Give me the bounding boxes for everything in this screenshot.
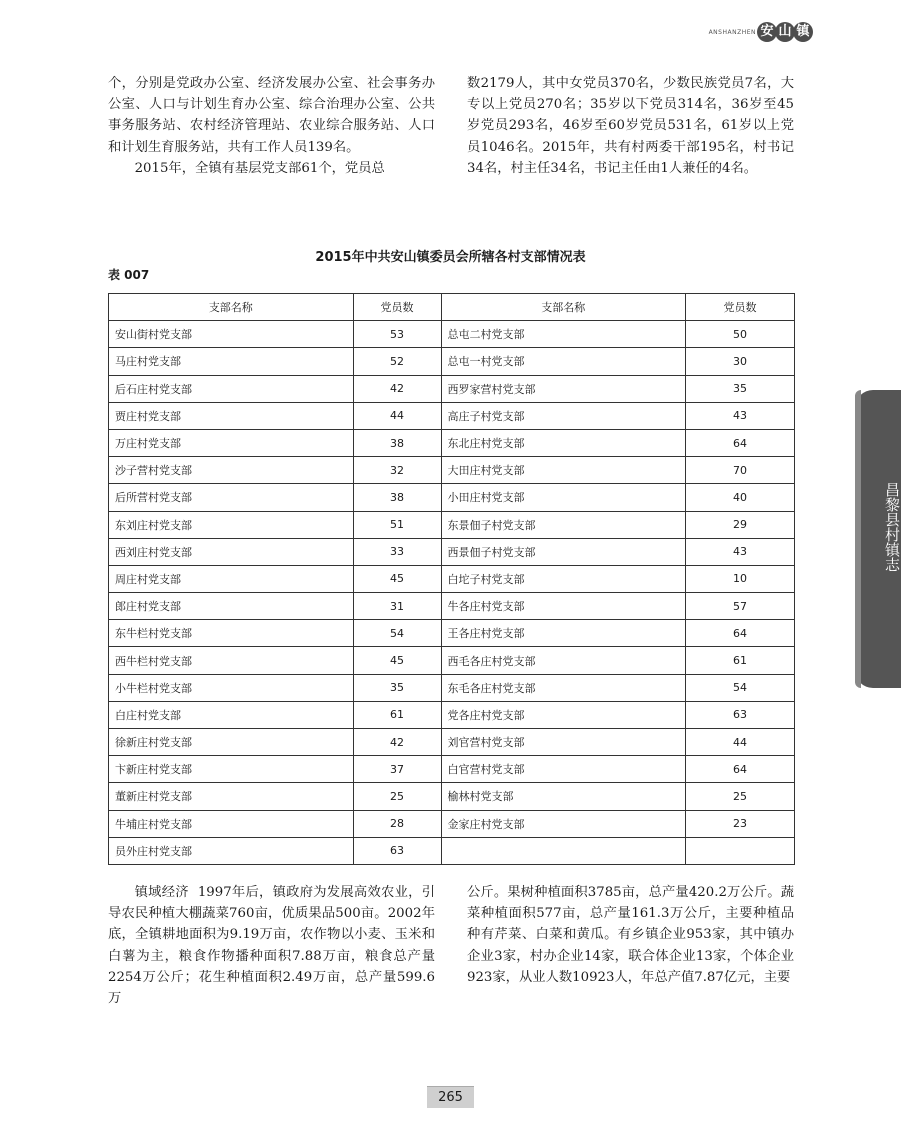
branch-name-cell: 西景佃子村党支部 (441, 538, 686, 565)
table-row (109, 538, 795, 565)
member-count-cell: 40 (686, 484, 795, 511)
branch-name-cell: 后所营村党支部 (109, 484, 354, 511)
column-header-member-count: 党员数 (353, 294, 441, 321)
member-count-cell: 45 (353, 647, 441, 674)
paragraph: 数2179人，其中女党员370名，少数民族党员7名，大专以上党员270名；35岁以下党员314名，36岁至45岁党员293名，46岁至60岁党员531名，61岁以上党员1046名。2015年，共有村两委干部195名，村书记34名，村主任34名，书记主任由1人兼任的4名。 (467, 76, 794, 176)
branch-name-cell: 金家庄村党支部 (441, 810, 686, 837)
member-count-cell: 25 (353, 783, 441, 810)
member-count-cell: 53 (353, 321, 441, 348)
page-header (709, 22, 813, 42)
member-count-cell: 51 (353, 511, 441, 538)
member-count-cell: 63 (353, 837, 441, 864)
branch-name-cell: 白庄村党支部 (109, 701, 354, 728)
member-count-cell: 64 (686, 429, 795, 456)
member-count-cell: 42 (353, 729, 441, 756)
paragraph (108, 882, 435, 1009)
member-count-cell: 42 (353, 375, 441, 402)
branch-name-cell: 榆林村党支部 (441, 783, 686, 810)
branch-name-cell: 周庄村党支部 (109, 565, 354, 592)
column-header-member-count: 党员数 (686, 294, 795, 321)
branch-name-cell: 东景佃子村党支部 (441, 511, 686, 538)
member-count-cell: 23 (686, 810, 795, 837)
table-row (109, 837, 795, 864)
member-count-cell: 43 (686, 402, 795, 429)
member-count-cell: 43 (686, 538, 795, 565)
branch-name-cell: 小田庄村党支部 (441, 484, 686, 511)
table-row (109, 810, 795, 837)
branch-name-cell: 小牛栏村党支部 (109, 674, 354, 701)
branch-name-cell: 牛埔庄村党支部 (109, 810, 354, 837)
section-keyword: 镇域经济 (134, 885, 189, 900)
table-row (109, 348, 795, 375)
branch-name-cell: 董新庄村党支部 (109, 783, 354, 810)
bottom-right-column (467, 882, 794, 1009)
table-row (109, 674, 795, 701)
member-count-cell: 33 (353, 538, 441, 565)
member-count-cell: 61 (353, 701, 441, 728)
table-row (109, 620, 795, 647)
branch-name-cell: 王各庄村党支部 (441, 620, 686, 647)
member-count-cell: 64 (686, 756, 795, 783)
top-left-column (108, 73, 435, 179)
table-row (109, 511, 795, 538)
column-header-branch-name: 支部名称 (441, 294, 686, 321)
branch-name-cell: 总屯二村党支部 (441, 321, 686, 348)
branch-name-cell: 贾庄村党支部 (109, 402, 354, 429)
member-count-cell: 28 (353, 810, 441, 837)
table-header-row (109, 294, 795, 321)
member-count-cell: 44 (686, 729, 795, 756)
table-row (109, 593, 795, 620)
branch-name-cell: 党各庄村党支部 (441, 701, 686, 728)
branch-name-cell: 万庄村党支部 (109, 429, 354, 456)
table-row (109, 565, 795, 592)
top-text-columns (108, 73, 794, 179)
branch-name-cell: 总屯一村党支部 (441, 348, 686, 375)
branch-name-cell: 东毛各庄村党支部 (441, 674, 686, 701)
branch-name-cell: 刘官营村党支部 (441, 729, 686, 756)
branch-name-cell: 高庄子村党支部 (441, 402, 686, 429)
member-count-cell: 32 (353, 457, 441, 484)
member-count-cell: 25 (686, 783, 795, 810)
table-row (109, 402, 795, 429)
branch-name-cell: 大田庄村党支部 (441, 457, 686, 484)
member-count-cell: 35 (353, 674, 441, 701)
table-row (109, 457, 795, 484)
branch-table (108, 293, 795, 865)
header-title-char: 安 (757, 22, 777, 42)
branch-name-cell: 东牛栏村党支部 (109, 620, 354, 647)
branch-name-cell: 安山街村党支部 (109, 321, 354, 348)
branch-name-cell (441, 837, 686, 864)
branch-name-cell: 卞新庄村党支部 (109, 756, 354, 783)
table-row (109, 756, 795, 783)
bottom-text-columns (108, 882, 794, 1009)
branch-name-cell: 马庄村党支部 (109, 348, 354, 375)
branch-name-cell: 郎庄村党支部 (109, 593, 354, 620)
table-row (109, 783, 795, 810)
member-count-cell: 10 (686, 565, 795, 592)
member-count-cell: 54 (353, 620, 441, 647)
branch-name-cell: 西牛栏村党支部 (109, 647, 354, 674)
table-label: 表 007 (108, 268, 150, 282)
member-count-cell: 45 (353, 565, 441, 592)
branch-name-cell: 后石庄村党支部 (109, 375, 354, 402)
branch-name-cell: 沙子营村党支部 (109, 457, 354, 484)
branch-name-cell: 白官营村党支部 (441, 756, 686, 783)
member-count-cell: 37 (353, 756, 441, 783)
top-right-column (467, 73, 794, 179)
member-count-cell: 44 (353, 402, 441, 429)
member-count-cell: 61 (686, 647, 795, 674)
branch-name-cell: 西罗家营村党支部 (441, 375, 686, 402)
member-count-cell: 35 (686, 375, 795, 402)
member-count-cell (686, 837, 795, 864)
member-count-cell: 64 (686, 620, 795, 647)
branch-name-cell: 白坨子村党支部 (441, 565, 686, 592)
table-row (109, 647, 795, 674)
paragraph: 公斤。果树种植面积3785亩，总产量420.2万公斤。蔬菜种植面积577亩，总产量161.3万公斤，主要种植品种有芹菜、白菜和黄瓜。有乡镇企业953家，其中镇办企业3家，村办企业14家，联合体企业13家，个体企业923家，从业人数10923人，年总产值7.87亿元，主要 (467, 885, 794, 985)
table-row (109, 729, 795, 756)
bottom-left-column (108, 882, 435, 1009)
branch-name-cell: 西刘庄村党支部 (109, 538, 354, 565)
member-count-cell: 29 (686, 511, 795, 538)
table-title: 2015年中共安山镇委员会所辖各村支部情况表 (315, 250, 586, 265)
paragraph: 2015年，全镇有基层党支部61个，党员总 (134, 160, 385, 176)
table-row (109, 321, 795, 348)
table-row (109, 429, 795, 456)
member-count-cell: 30 (686, 348, 795, 375)
header-title-logo (759, 22, 813, 42)
branch-name-cell: 员外庄村党支部 (109, 837, 354, 864)
paragraph: 个，分别是党政办公室、经济发展办公室、社会事务办公室、人口与计划生育办公室、综合治理办公室、公共事务服务站、农村经济管理站、农业综合服务站、人口和计划生育服务站，共有工作人员139名。 (108, 76, 435, 155)
side-tab (855, 390, 901, 688)
header-title-char: 镇 (793, 22, 813, 42)
header-title-char: 山 (775, 22, 795, 42)
member-count-cell: 70 (686, 457, 795, 484)
branch-name-cell: 徐新庄村党支部 (109, 729, 354, 756)
member-count-cell: 38 (353, 484, 441, 511)
member-count-cell: 63 (686, 701, 795, 728)
paragraph-text: 1997年后，镇政府为发展高效农业，引导农民种植大棚蔬菜760亩，优质果品500亩。2002年底，全镇耕地面积为9.19万亩，农作物以小麦、玉米和白薯为主，粮食作物播种面积7.88万亩，粮食总产量2254万公斤；花生种植面积2.49万亩，总产量599.6万 (108, 885, 435, 1007)
member-count-cell: 38 (353, 429, 441, 456)
header-subtitle: ANSHANZHEN (708, 28, 756, 36)
branch-name-cell: 牛各庄村党支部 (441, 593, 686, 620)
table-row (109, 484, 795, 511)
member-count-cell: 31 (353, 593, 441, 620)
column-header-branch-name: 支部名称 (109, 294, 354, 321)
branch-name-cell: 东北庄村党支部 (441, 429, 686, 456)
branch-name-cell: 东刘庄村党支部 (109, 511, 354, 538)
member-count-cell: 57 (686, 593, 795, 620)
member-count-cell: 54 (686, 674, 795, 701)
table-body (109, 321, 795, 865)
branch-name-cell: 西毛各庄村党支部 (441, 647, 686, 674)
table-row (109, 701, 795, 728)
table-row (109, 375, 795, 402)
member-count-cell: 50 (686, 321, 795, 348)
side-tab-label: 昌黎县村镇志 (883, 482, 901, 572)
page-number: 265 (427, 1086, 474, 1108)
member-count-cell: 52 (353, 348, 441, 375)
